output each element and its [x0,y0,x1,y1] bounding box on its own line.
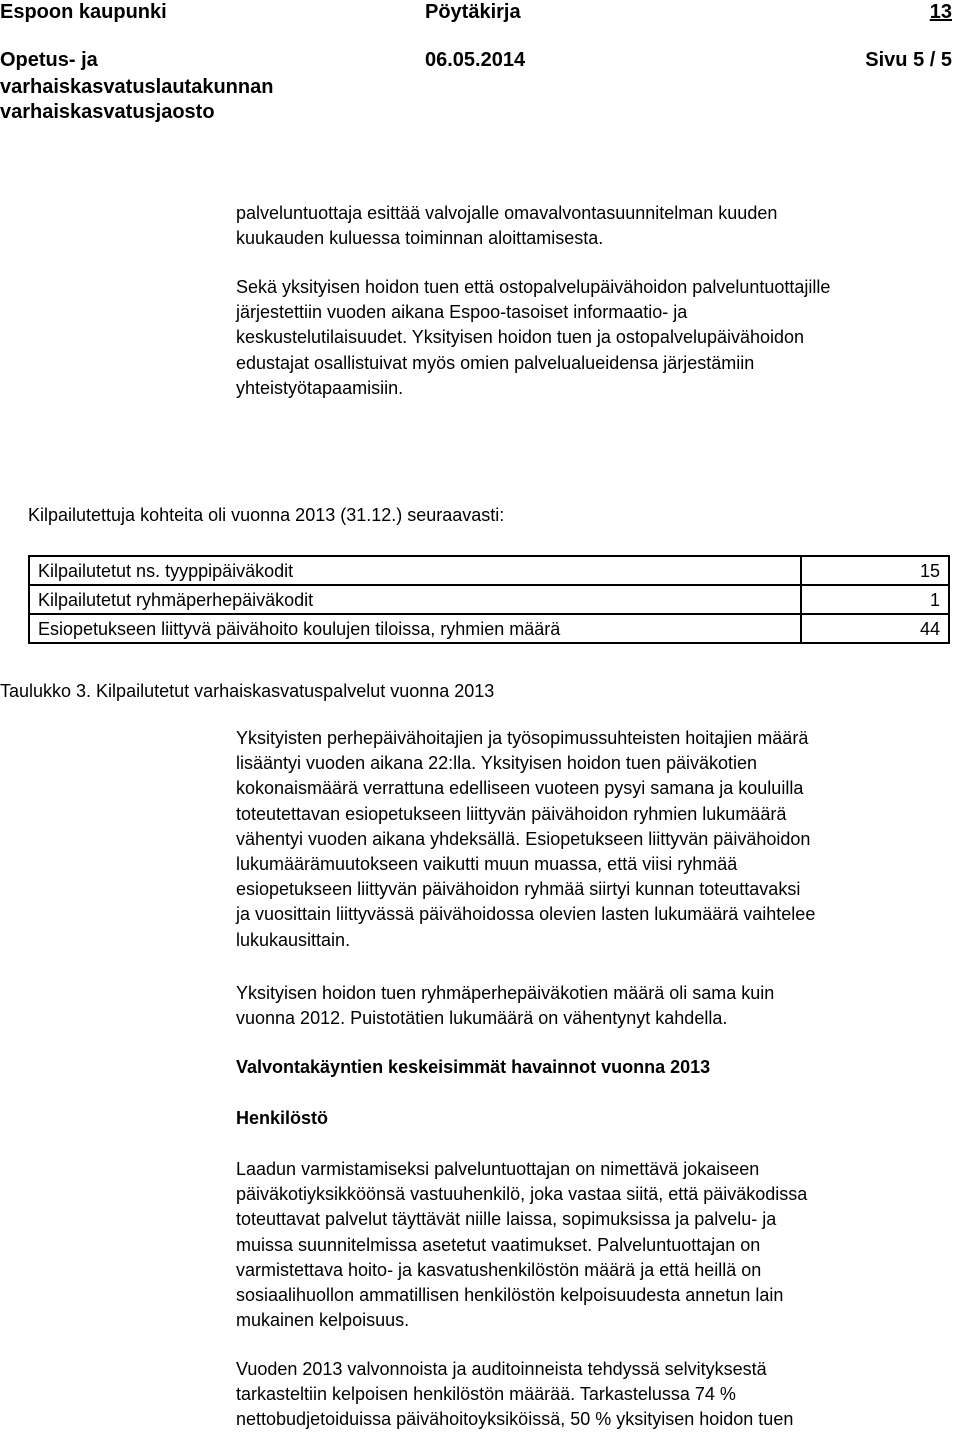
meeting-date: 06.05.2014 [425,49,526,71]
table-cell-label: Kilpailutetut ns. tyyppipäiväkodit [29,556,801,585]
paragraph-2: Sekä yksityisen hoidon tuen että ostopalvelupäivähoidon palveluntuottajille järjestettiin vuoden aikana Espoo-tasoiset informaatio- ja keskustelutilaisuudet. Yksityisen hoidon tuen ja ostopalvelupäivähoidon edustajat osallistuivat myös omien palvelualueidensa järjestämiin yhteistyötapaamisiin. [236,277,831,398]
table-cell-label: Kilpailutetut ryhmäperhepäiväkodit [29,585,801,614]
table-caption: Taulukko 3. Kilpailutetut varhaiskasvatuspalvelut vuonna 2013 [0,681,495,701]
competition-table [28,555,950,644]
page-number: Sivu 5 / 5 [865,49,952,71]
committee-line-1: Opetus- ja [0,49,98,71]
committee-line-2: varhaiskasvatuslautakunnan [0,76,274,98]
table-intro: Kilpailutettuja kohteita oli vuonna 2013 (31.12.) seuraavasti: [28,505,505,525]
table-row [29,585,949,614]
paragraph-1: palveluntuottaja esittää valvojalle omavalvontasuunnitelman kuuden kuukauden kuluessa toiminnan aloittamisesta. [236,203,778,249]
table-cell-value: 1 [801,585,949,614]
table-cell-value: 44 [801,614,949,643]
paragraph-5: Laadun varmistamiseksi palveluntuottajan on nimettävä jokaiseen päiväkotiyksikköönsä vastuuhenkilö, joka vastaa siitä, että päiväkodissa toteuttavat palvelut täyttävät niille laissa, sopimuksissa ja palvelu- ja muissa suunnitelmissa asetetut vaatimukset. Palveluntuottajan on varmistettava hoito- ja kasvatushenkilöstön määrä ja että heillä on sosiaalihuollon ammatillisen henkilöstön kelpoisuudesta annetun lain mukainen kelpoisuus. [236,1159,808,1331]
paragraph-4: Yksityisen hoidon tuen ryhmäperhepäiväkotien määrä oli sama kuin vuonna 2012. Puistotätien lukumäärä on vähentynyt kahdella. [236,983,775,1029]
committee-line-3: varhaiskasvatusjaosto [0,101,215,123]
paragraph-6: Vuoden 2013 valvonnoista ja auditoinneista tehdyssä selvityksestä tarkasteltiin kelpoisen henkilöstön määrää. Tarkastelussa 74 % nettobudjetoiduissa päivähoitoyksiköissä, 50 % yksityisen hoidon tuen [236,1359,794,1430]
subsection-heading: Henkilöstö [236,1108,329,1128]
table-row [29,556,949,585]
table-cell-label: Esiopetukseen liittyvä päivähoito koulujen tiloissa, ryhmien määrä [29,614,801,643]
paragraph-3: Yksityisten perhepäivähoitajien ja työsopimussuhteisten hoitajien määrä lisääntyi vuoden aikana 22:lla. Yksityisen hoidon tuen päiväkotien kokonaismäärä verrattuna edelliseen vuoteen pysyi samana ja kouluilla toteutettavan esiopetukseen liittyvän päivähoidon ryhmien lukumäärä vähentyi vuoden aikana yhdeksällä. Esiopetukseen liittyvän päivähoidon lukumäärämuutokseen vaikutti muun muassa, että viisi ryhmää esiopetukseen liittyvän päivähoidon ryhmää siirtyi kunnan toteuttavaksi ja vuosittain liittyvässä päivähoidossa olevien lasten lukumäärä vaihtelee lukukausittain. [236,728,816,950]
org-name: Espoon kaupunki [0,1,167,23]
table-cell-value: 15 [801,556,949,585]
doc-type: Pöytäkirja [425,1,521,23]
minutes-number: 13 [929,1,952,23]
table-row [29,614,949,643]
section-heading: Valvontakäyntien keskeisimmät havainnot vuonna 2013 [236,1057,711,1077]
